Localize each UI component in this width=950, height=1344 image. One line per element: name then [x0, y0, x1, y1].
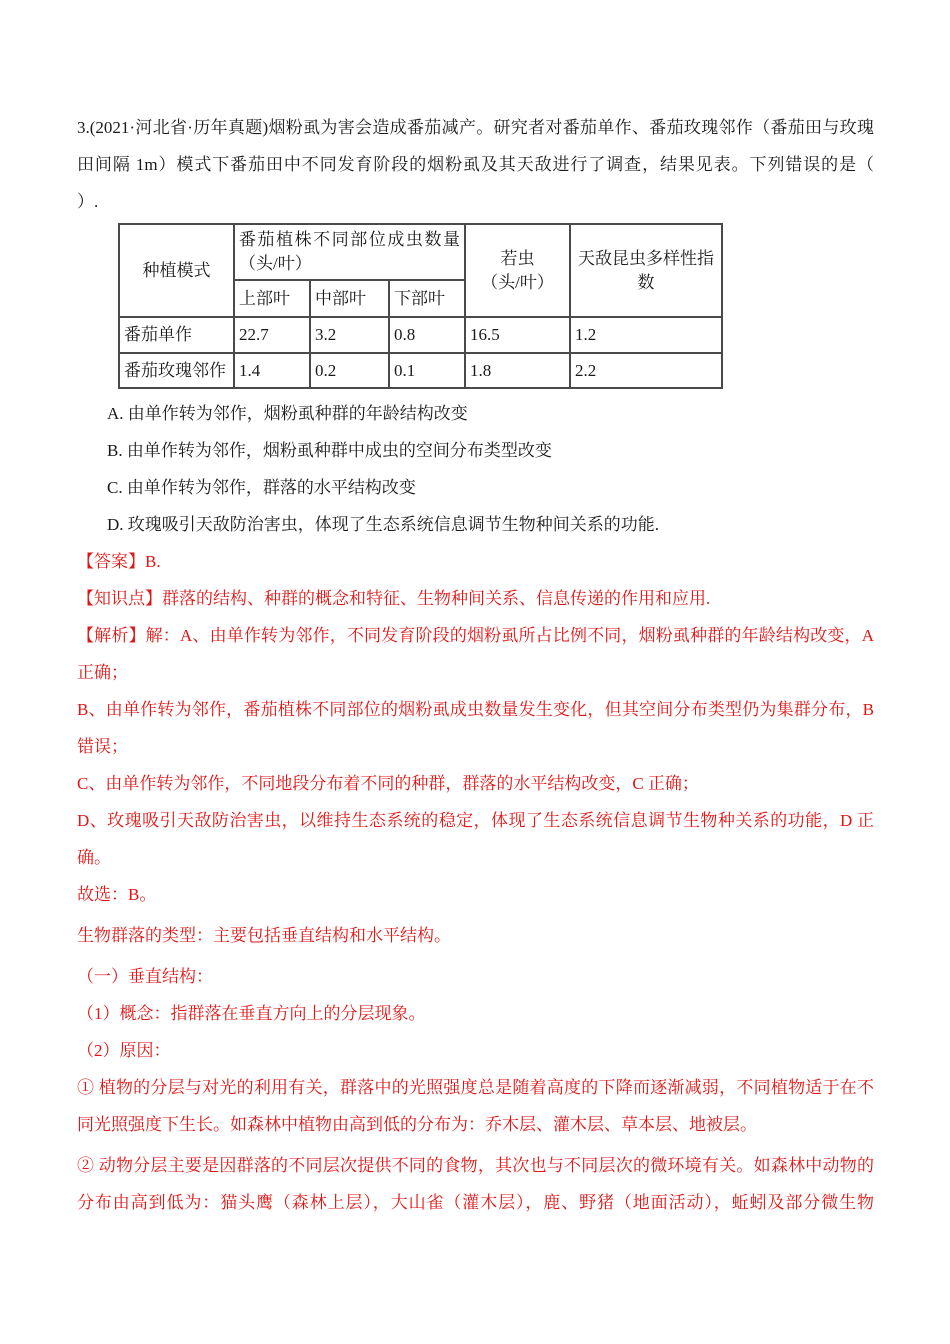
table-cell-mode: 番茄单作: [119, 317, 234, 353]
analysis-line: 确。: [77, 848, 111, 867]
knowledge-point-line: 【知识点】群落的结构、种群的概念和特征、生物种间关系、信息传递的作用和应用.: [77, 589, 711, 608]
question-line: 3.(2021·河北省·历年真题)烟粉虱为害会造成番茄减产。研究者对番茄单作、番茄玫瑰邻作（番茄田与玫瑰: [77, 118, 874, 137]
concept-line: （1）概念：指群落在垂直方向上的分层现象。: [77, 1004, 426, 1023]
question-stem: [77, 109, 874, 220]
community-type-line: 生物群落的类型：主要包括垂直结构和水平结构。: [77, 926, 451, 945]
analysis-paragraph-a: [77, 617, 874, 691]
reason-animal-paragraph: [77, 1147, 874, 1221]
table-header-nymph-title: 若虫: [500, 248, 535, 268]
table-header-nymph-unit: （头/叶）: [481, 272, 554, 292]
analysis-line: 【解析】解：A、由单作转为邻作，不同发育阶段的烟粉虱所占比例不同，烟粉虱种群的年龄结构改变，A: [77, 626, 874, 645]
question-line: ）.: [77, 192, 99, 211]
analysis-paragraph-c: [77, 765, 874, 802]
analysis-line: ② 动物分层主要是因群落的不同层次提供不同的食物，其次也与不同层次的微环境有关。如森林中动物的: [77, 1156, 874, 1175]
analysis-paragraph-d: [77, 802, 874, 876]
table-cell-lower: 0.1: [389, 353, 465, 388]
conclusion-line: 故选：B。: [77, 885, 157, 904]
table-cell-nymph: 1.8: [465, 353, 570, 388]
table-header-adult-count: [234, 224, 465, 280]
table-header-adult-count-unit: （头/叶）: [239, 254, 312, 273]
option-c: C. 由单作转为邻作，群落的水平结构改变: [107, 478, 416, 497]
table-row-monoculture: [119, 317, 722, 353]
table-cell-lower: 0.8: [389, 317, 465, 353]
analysis-line: 分布由高到低为：猫头鹰（森林上层），大山雀（灌木层），鹿、野猪（地面活动），蚯蚓及部分微生物: [77, 1193, 874, 1212]
table-header-row-1: [119, 224, 722, 280]
analysis-line: D、玫瑰吸引天敌防治害虫，以维持生态系统的稳定，体现了生态系统信息调节生物种关系的功能，D 正: [77, 811, 874, 830]
table-row-rose-adjacent: [119, 353, 722, 388]
table-cell-enemy-index: 1.2: [570, 317, 722, 353]
option-b: B. 由单作转为邻作，烟粉虱种群中成虫的空间分布类型改变: [107, 441, 552, 460]
analysis-paragraph-b: [77, 691, 874, 765]
table-header-lower-leaf: 下部叶: [389, 280, 465, 317]
data-table: [118, 223, 723, 389]
table-cell-nymph: 16.5: [465, 317, 570, 353]
analysis-line: B、由单作转为邻作，番茄植株不同部位的烟粉虱成虫数量发生变化，但其空间分布类型仍为集群分布，B: [77, 700, 874, 719]
option-a: A. 由单作转为邻作，烟粉虱种群的年龄结构改变: [107, 404, 468, 423]
answer-line: 【答案】B.: [77, 552, 161, 571]
analysis-line: C、由单作转为邻作，不同地段分布着不同的种群，群落的水平结构改变，C 正确；: [77, 774, 699, 793]
reason-heading-line: （2）原因：: [77, 1041, 171, 1060]
table-cell-mode: 番茄玫瑰邻作: [119, 353, 234, 388]
vertical-structure-heading: （一）垂直结构：: [77, 967, 213, 986]
table-cell-upper: 22.7: [234, 317, 310, 353]
table-header-middle-leaf: 中部叶: [310, 280, 389, 317]
table-header-nymph: [465, 224, 570, 317]
table-cell-middle: 3.2: [310, 317, 389, 353]
table-header-upper-leaf: 上部叶: [234, 280, 310, 317]
analysis-line: 错误；: [77, 737, 128, 756]
table-header-planting-mode: 种植模式: [119, 224, 234, 317]
table-cell-upper: 1.4: [234, 353, 310, 388]
table-cell-middle: 0.2: [310, 353, 389, 388]
analysis-line: 正确；: [77, 663, 128, 682]
question-line: 田间隔 1m）模式下番茄田中不同发育阶段的烟粉虱及其天敌进行了调查，结果见表。下列错误的是（: [77, 155, 874, 174]
table-header-adult-count-title: 番茄植株不同部位成虫数量: [239, 230, 461, 249]
reason-plant-paragraph: [77, 1069, 874, 1143]
analysis-line: ① 植物的分层与对光的利用有关，群落中的光照强度总是随着高度的下降而逐渐减弱，不同植物适于在不: [77, 1078, 874, 1097]
option-d: D. 玫瑰吸引天敌防治害虫，体现了生态系统信息调节生物种间关系的功能.: [107, 515, 660, 534]
table-header-enemy-diversity: 天敌昆虫多样性指数: [570, 224, 722, 317]
analysis-line: 同光照强度下生长。如森林中植物由高到低的分布为：乔木层、灌木层、草本层、地被层。: [77, 1115, 757, 1134]
table-cell-enemy-index: 2.2: [570, 353, 722, 388]
